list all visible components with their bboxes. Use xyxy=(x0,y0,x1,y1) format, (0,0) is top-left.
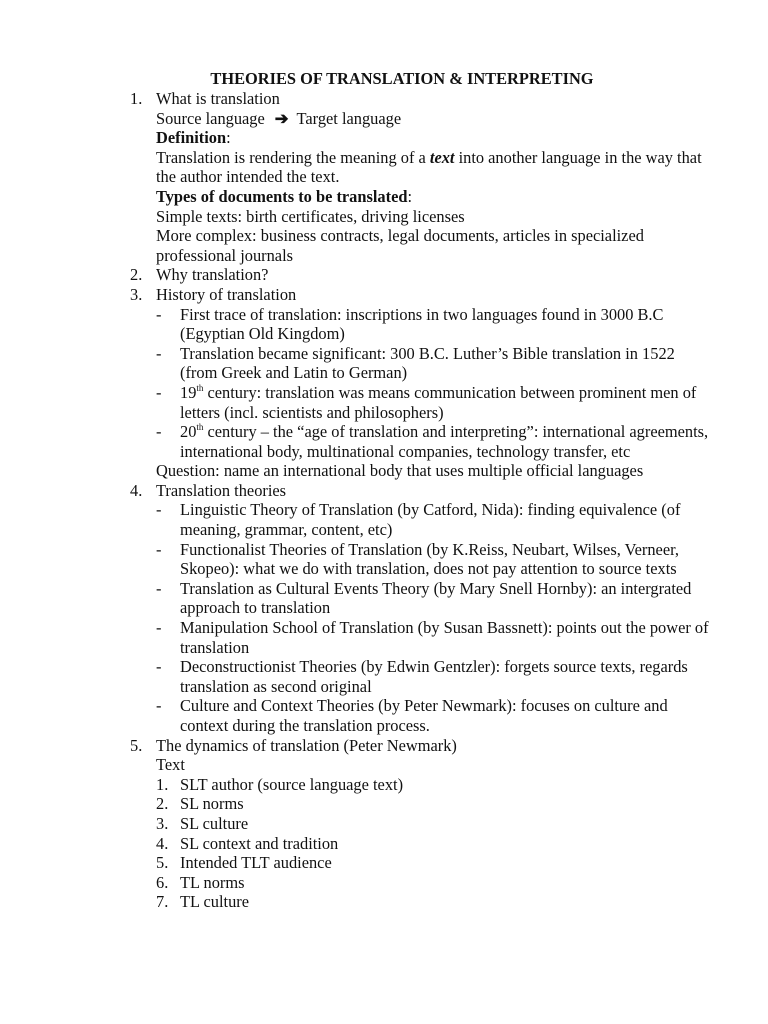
dynamics-item: 4. SL context and tradition xyxy=(156,833,339,853)
definition-emphasis: text xyxy=(429,147,455,167)
target-language-label: Target language xyxy=(296,108,402,128)
section-number: 4. xyxy=(130,480,143,500)
dynamics-item: 2. SL norms xyxy=(156,794,244,814)
bullet-dash: - xyxy=(156,304,162,324)
definition-label: Definition: xyxy=(156,128,231,148)
theory-bullet xyxy=(130,657,710,696)
document-title: THEORIES OF TRANSLATION & INTERPRETING xyxy=(210,69,594,88)
list-item: TL culture xyxy=(180,892,250,912)
theory-bullet xyxy=(130,696,710,735)
section-why-translation xyxy=(130,265,710,285)
section-what-is-translation xyxy=(130,89,710,265)
section-number: 1. xyxy=(130,89,143,108)
dynamics-item: 7. TL culture xyxy=(156,892,250,912)
dynamics-item: 5. Intended TLT audience xyxy=(156,853,332,873)
section-history xyxy=(130,285,710,481)
bullet-dash: - xyxy=(156,422,162,442)
definition-text: Translation is rendering the meaning of a text into another language in the way that the author intended the text. xyxy=(156,147,702,187)
section-heading: History of translation xyxy=(156,284,297,304)
bullet-text: Functionalist Theories of Translation (by K.Reiss, Neubart, Wilses, Verneer, Skopeo): what we do with translation, does not pay attention to source texts xyxy=(180,539,679,579)
bullet-dash: - xyxy=(156,578,162,598)
bullet-text: Translation as Cultural Events Theory (by Mary Snell Hornby): an intergrated approach to translation xyxy=(180,578,692,618)
history-bullet xyxy=(130,383,710,422)
theory-bullet xyxy=(130,618,710,657)
theory-bullet xyxy=(130,579,710,618)
bullet-text: 19th century: translation was means communication between prominent men of letters (incl. scientists and philosophers) xyxy=(180,382,697,422)
list-item: SLT author (source language text) xyxy=(180,774,404,794)
section-number: 3. xyxy=(130,284,143,304)
bullet-text: 20th century – the “age of translation and interpreting”: international agreements, international body, multinational companies, technology transfer, etc xyxy=(180,422,709,461)
types-label: Types of documents to be translated: xyxy=(156,186,413,206)
simple-texts: Simple texts: birth certificates, driving licenses xyxy=(156,206,465,226)
section-number: 2. xyxy=(130,265,143,285)
bullet-text: Translation became significant: 300 B.C. Luther’s Bible translation in 1522 (from Greek and Latin to German) xyxy=(180,343,675,383)
section-heading: Why translation? xyxy=(156,265,269,285)
history-bullet xyxy=(130,305,710,344)
section-dynamics xyxy=(130,736,710,912)
bullet-dash: - xyxy=(156,657,162,677)
list-item: TL norms xyxy=(180,872,245,892)
dynamics-item: 1. SLT author (source language text) xyxy=(156,774,404,794)
dynamics-item: 3. SL culture xyxy=(156,813,249,833)
bullet-dash: - xyxy=(156,343,162,363)
bullet-text: Deconstructionist Theories (by Edwin Gentzler): forgets source texts, regards translation as second original xyxy=(180,657,688,696)
history-bullet xyxy=(130,344,710,383)
bullet-dash: - xyxy=(156,618,162,638)
text-label: Text xyxy=(156,755,185,775)
list-item: SL culture xyxy=(180,813,249,833)
section-translation-theories xyxy=(130,481,710,736)
bullet-text: Culture and Context Theories (by Peter Newmark): focuses on culture and context during the translation process. xyxy=(180,696,668,735)
section-heading: What is translation xyxy=(156,89,280,108)
section-heading: The dynamics of translation (Peter Newmark) xyxy=(156,735,457,755)
bullet-dash: - xyxy=(156,539,162,559)
list-item: SL norms xyxy=(180,794,244,814)
bullet-dash: - xyxy=(156,696,162,716)
source-language-label: Source language xyxy=(156,108,265,128)
history-bullet xyxy=(130,422,710,461)
question-text: Question: name an international body that uses multiple official languages xyxy=(156,461,644,481)
language-direction xyxy=(156,109,710,129)
dynamics-item: 6. TL norms xyxy=(156,872,245,892)
list-item: Intended TLT audience xyxy=(180,853,332,873)
bullet-text: Manipulation School of Translation (by Susan Bassnett): points out the power of translation xyxy=(180,618,709,657)
complex-texts: More complex: business contracts, legal documents, articles in specialized professional journals xyxy=(156,226,644,265)
list-item: SL context and tradition xyxy=(180,833,339,853)
theory-bullet xyxy=(130,500,710,539)
bullet-text: Linguistic Theory of Translation (by Catford, Nida): finding equivalence (of meaning, grammar, content, etc) xyxy=(180,500,681,540)
bullet-dash: - xyxy=(156,500,162,520)
section-heading: Translation theories xyxy=(156,480,287,500)
bullet-text: First trace of translation: inscriptions in two languages found in 3000 B.C (Egyptian Old Kingdom) xyxy=(180,304,664,344)
section-number: 5. xyxy=(130,735,143,755)
bullet-dash: - xyxy=(156,382,162,402)
arrow-right-icon: ➔ xyxy=(274,108,289,128)
document-body xyxy=(130,89,710,912)
theory-bullet xyxy=(130,540,710,579)
